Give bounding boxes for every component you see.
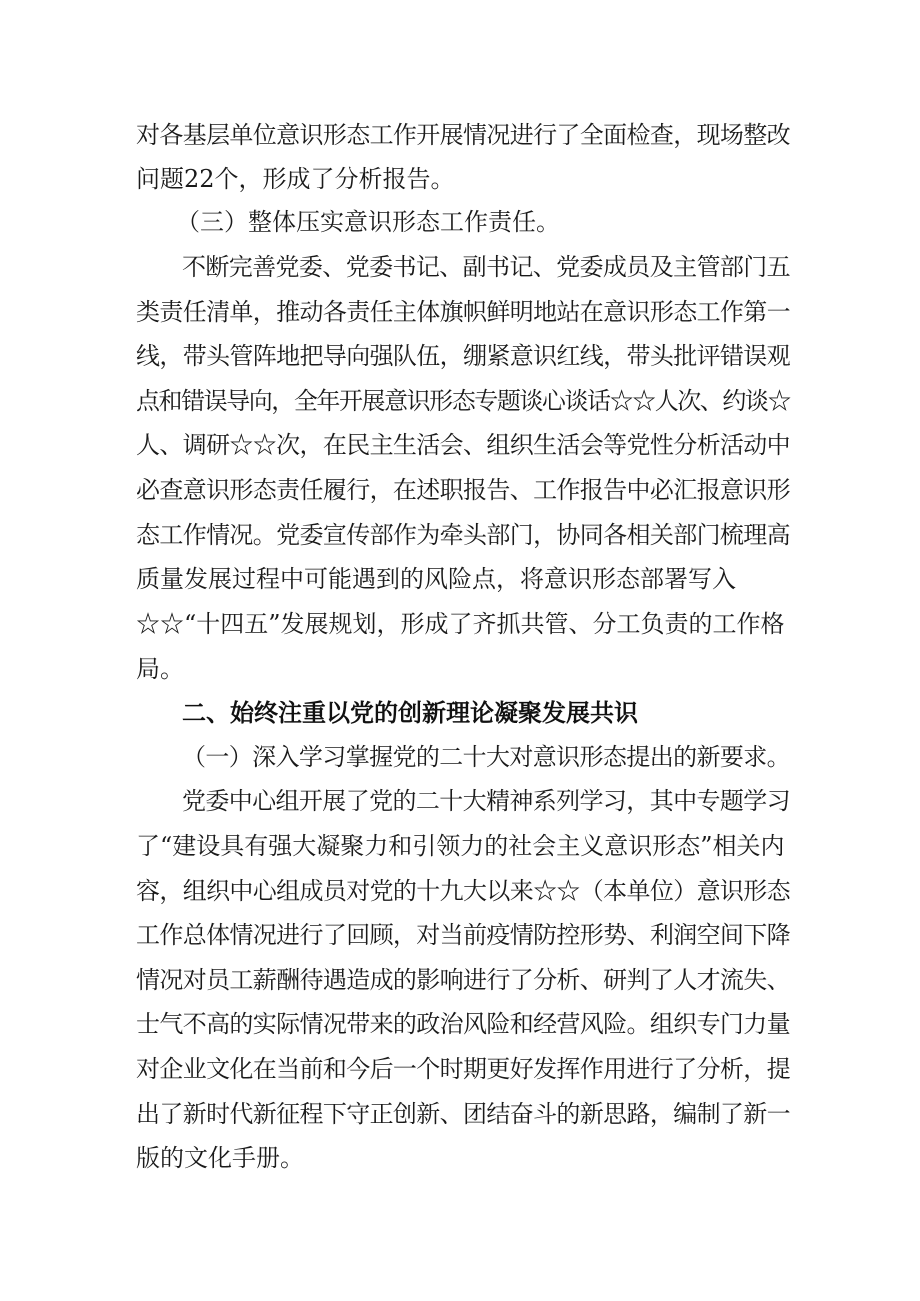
text-line: 局。 xyxy=(136,655,184,683)
text-line: 必查意识形态责任履行，在述职报告、工作报告中必汇报意识形 xyxy=(136,476,790,504)
text-line: 出了新时代新征程下守正创新、团结奋斗的新思路，编制了新一 xyxy=(136,1100,790,1128)
text-line: ☆☆“十四五”发展规划，形成了齐抓共管、分工负责的工作格 xyxy=(136,610,785,638)
text-line: 线，带头管阵地把导向强队伍，绷紧意识红线，带头批评错误观 xyxy=(136,342,790,370)
text-line: 工作总体情况进行了回顾，对当前疫情防控形势、利润空间下降 xyxy=(136,921,790,949)
paragraph-first-line: 党委中心组开展了党的二十大精神系列学习，其中专题学习 xyxy=(182,787,790,815)
text-line: 版的文化手册。 xyxy=(136,1144,304,1172)
text-line: 对各基层单位意识形态工作开展情况进行了全面检查，现场整改 xyxy=(136,121,790,149)
text-line: 态工作情况。党委宣传部作为牵头部门，协同各相关部门梳理高 xyxy=(136,521,790,549)
text-line: 了“建设具有强大凝聚力和引领力的社会主义意识形态”相关内 xyxy=(136,832,785,860)
text-line: 士气不高的实际情况带来的政治风险和经营风险。组织专门力量 xyxy=(136,1010,790,1038)
text-line: 问题22个，形成了分析报告。 xyxy=(136,165,455,193)
subsection-heading: （一）深入学习掌握党的二十大对意识形态提出的新要求。 xyxy=(182,743,790,771)
subsection-heading: （三）整体压实意识形态工作责任。 xyxy=(176,208,560,236)
text-line: 类责任清单，推动各责任主体旗帜鲜明地站在意识形态工作第一 xyxy=(136,298,790,326)
section-heading: 二、始终注重以党的创新理论凝聚发展共识 xyxy=(182,699,638,727)
paragraph-first-line: 不断完善党委、党委书记、副书记、党委成员及主管部门五 xyxy=(182,253,790,281)
text-line: 人、调研☆☆次，在民主生活会、组织生活会等党性分析活动中 xyxy=(136,431,790,459)
text-line: 容，组织中心组成员对党的十九大以来☆☆（本单位）意识形态 xyxy=(136,877,790,905)
text-line: 质量发展过程中可能遇到的风险点，将意识形态部署写入 xyxy=(136,565,736,593)
text-line: 点和错误导向，全年开展意识形态专题谈心谈话☆☆人次、约谈☆ xyxy=(136,387,790,415)
text-line: 对企业文化在当前和今后一个时期更好发挥作用进行了分析，提 xyxy=(136,1055,790,1083)
text-line: 情况对员工薪酬待遇造成的影响进行了分析、研判了人才流失、 xyxy=(136,966,790,994)
